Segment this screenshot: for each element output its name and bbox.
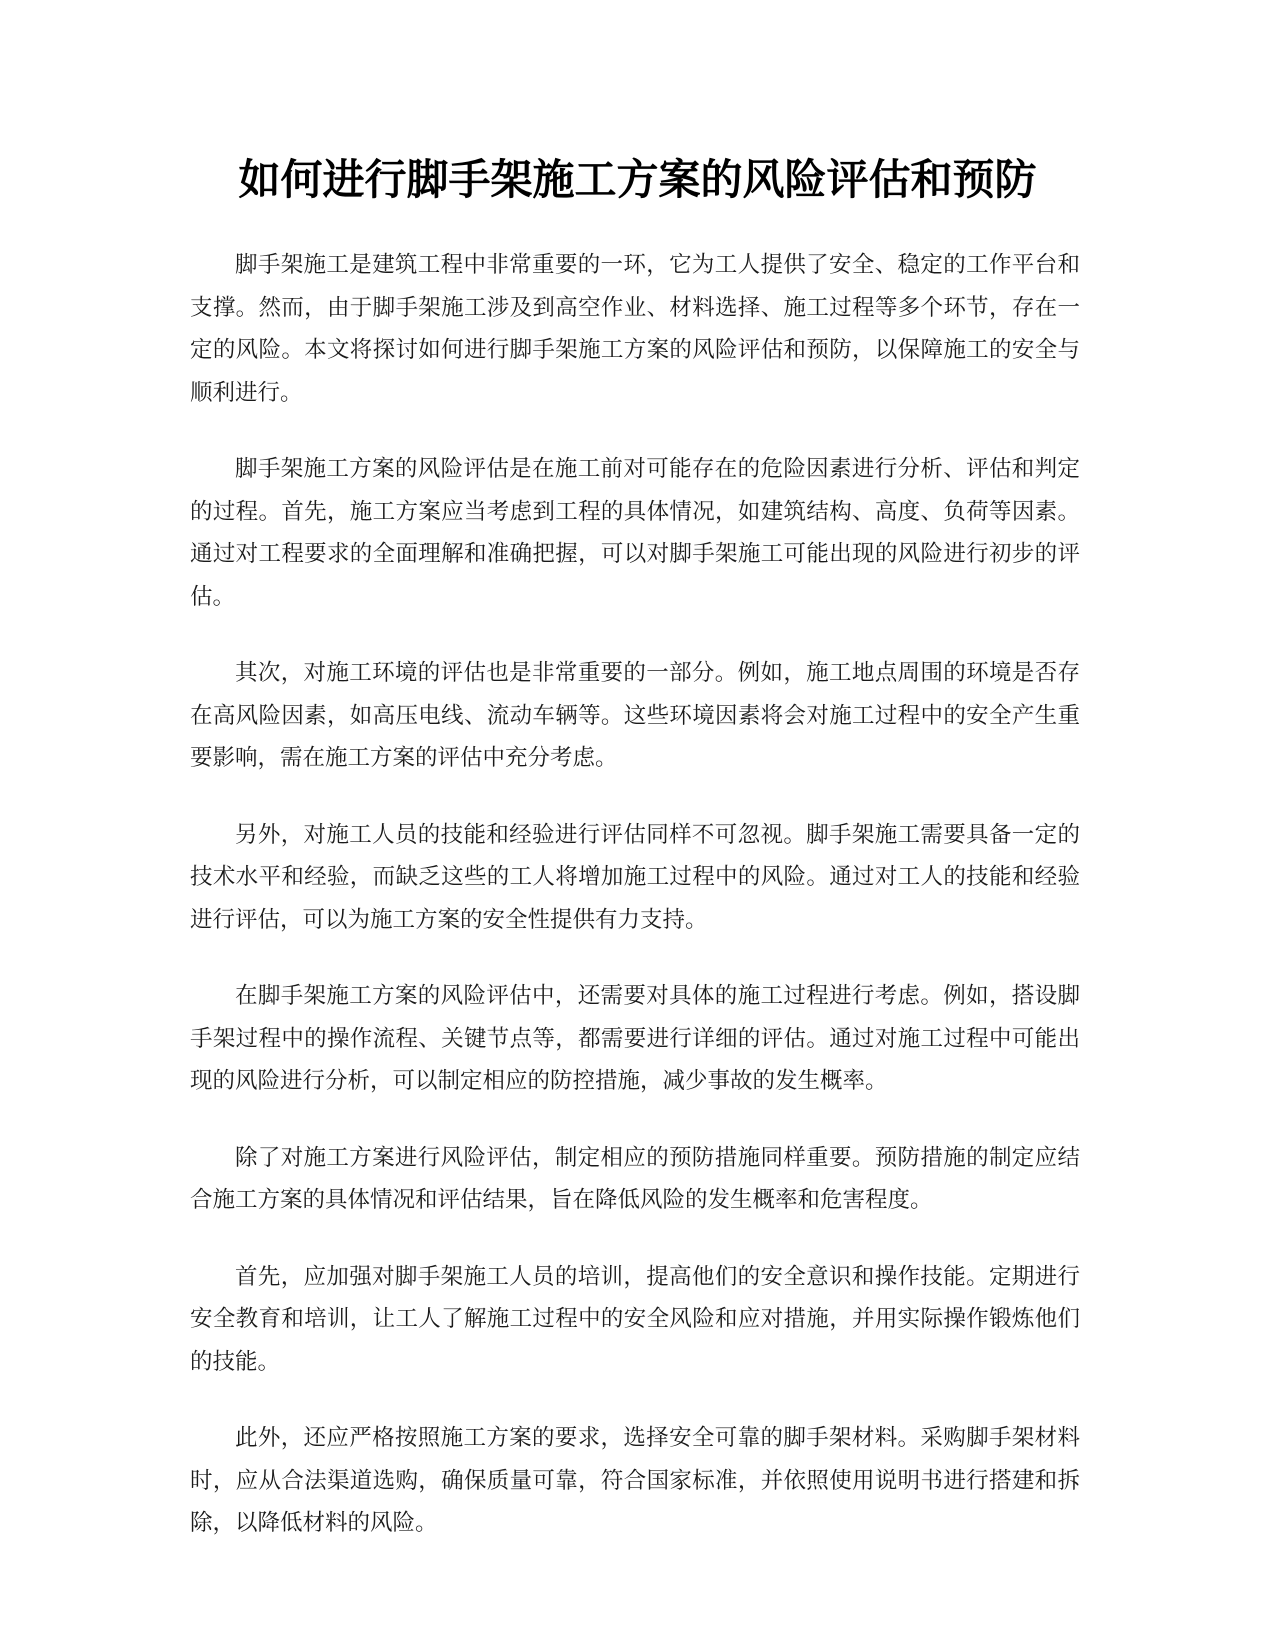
document-body (190, 244, 1080, 1579)
paragraph-2: 脚手架施工方案的风险评估是在施工前对可能存在的危险因素进行分析、评估和判定的过程。首先，施工方案应当考虑到工程的具体情况，如建筑结构、高度、负荷等因素。通过对工程要求的全面理解和准确把握，可以对脚手架施工可能出现的风险进行初步的评估。 (190, 456, 1080, 610)
paragraph-5: 在脚手架施工方案的风险评估中，还需要对具体的施工过程进行考虑。例如，搭设脚手架过程中的操作流程、关键节点等，都需要进行详细的评估。通过对施工过程中可能出现的风险进行分析，可以制定相应的防控措施，减少事故的发生概率。 (190, 983, 1080, 1094)
paragraph-7: 首先，应加强对脚手架施工人员的培训，提高他们的安全意识和操作技能。定期进行安全教育和培训，让工人了解施工过程中的安全风险和应对措施，并用实际操作锻炼他们的技能。 (190, 1263, 1080, 1375)
document-title: 如何进行脚手架施工方案的风险评估和预防 (238, 155, 1037, 204)
paragraph-8: 此外，还应严格按照施工方案的要求，选择安全可靠的脚手架材料。采购脚手架材料时，应从合法渠道选购，确保质量可靠，符合国家标准，并依照使用说明书进行搭建和拆除，以降低材料的风险。 (190, 1425, 1080, 1536)
paragraph-1: 脚手架施工是建筑工程中非常重要的一环，它为工人提供了安全、稳定的工作平台和支撑。然而，由于脚手架施工涉及到高空作业、材料选择、施工过程等多个环节，存在一定的风险。本文将探讨如何进行脚手架施工方案的风险评估和预防，以保障施工的安全与顺利进行。 (190, 252, 1080, 406)
paragraph-6: 除了对施工方案进行风险评估，制定相应的预防措施同样重要。预防措施的制定应结合施工方案的具体情况和评估结果，旨在降低风险的发生概率和危害程度。 (190, 1144, 1080, 1213)
paragraph-4: 另外，对施工人员的技能和经验进行评估同样不可忽视。脚手架施工需要具备一定的技术水平和经验，而缺乏这些的工人将增加施工过程中的风险。通过对工人的技能和经验进行评估，可以为施工方案的安全性提供有力支持。 (190, 821, 1080, 933)
paragraph-3: 其次，对施工环境的评估也是非常重要的一部分。例如，施工地点周围的环境是否存在高风险因素，如高压电线、流动车辆等。这些环境因素将会对施工过程中的安全产生重要影响，需在施工方案的评估中充分考虑。 (190, 660, 1080, 771)
